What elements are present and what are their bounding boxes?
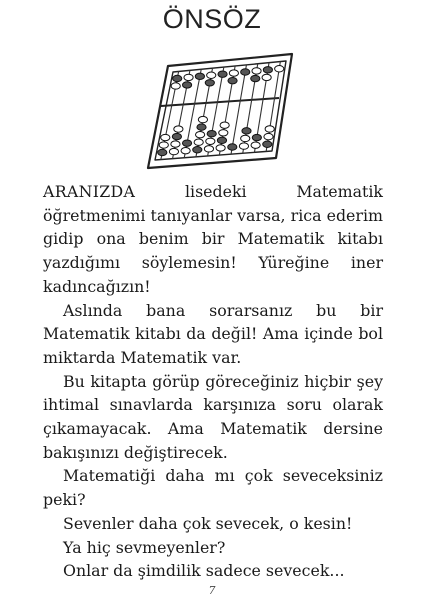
paragraph-6: Ya hiç sevmeyenler? [63,537,226,557]
abacus-bead [206,138,215,144]
abacus-bead [182,82,191,88]
abacus-bead [241,69,250,75]
page-number: 7 [208,584,216,597]
abacus-bead [264,133,273,139]
abacus-bead [171,141,180,147]
paragraph-1-text: lisedeki Matematik öğretmenimi tanıyanlar varsa, rica ederim gidip ona benim bir Matematik kitabı yazdığımı söylemesin! Yüreğine iner kadıncağızın! [43,182,383,296]
abacus-bead [174,126,183,132]
abacus-bead [252,134,261,140]
paragraph-7: Onlar da şimdilik sadece sevecek... [63,561,345,581]
abacus-bead [216,145,225,151]
abacus-bead [158,149,167,155]
paragraph-4: Matematiği daha mı çok seveceksiniz peki? [43,466,383,510]
abacus-bead [169,148,178,154]
abacus-bead [228,144,237,150]
abacus-bead [265,126,274,132]
abacus-bead [196,131,205,137]
abacus-icon [140,52,300,170]
abacus-bead [251,142,260,148]
abacus-bead [220,122,229,128]
abacus-bead [173,75,182,81]
paragraph-1 [43,180,383,299]
abacus-bead [159,142,168,148]
abacus-bead [239,143,248,149]
paragraph-5: Sevenler daha çok sevecek, o kesin! [63,513,353,533]
abacus-bead [171,83,180,89]
lead-word: ARANIZDA [43,182,136,201]
page-title: ÖNSÖZ [162,4,262,34]
abacus-bead [228,77,237,83]
abacus-bead [193,147,202,153]
abacus-bead [242,128,251,134]
abacus-bead [252,68,261,74]
abacus-bead [262,74,271,80]
abacus-bead [263,141,272,147]
abacus-bead [184,74,193,80]
abacus-bead [241,135,250,141]
abacus-bead [251,75,260,81]
abacus-bead [195,73,204,79]
abacus-bead [181,147,190,153]
abacus-bead [182,140,191,146]
abacus-bead [219,130,228,136]
body-text [43,180,383,583]
abacus-bead [275,66,284,72]
paragraph-2: Aslında bana sorarsanız bu bir Matematik kitabı da değil! Ama içinde bol miktarda Matematik var. [43,300,383,367]
abacus-bead [229,70,238,76]
abacus-bead [217,137,226,143]
abacus-bead [194,139,203,145]
abacus-bead [198,116,207,122]
abacus-bead [172,133,181,139]
abacus-bead [204,146,213,152]
abacus-bead [197,124,206,130]
abacus-bead [207,131,216,137]
abacus-bead [207,72,216,78]
abacus-bead [218,71,227,77]
paragraph-3: Bu kitapta görüp göreceğiniz hiçbir şey ihtimal sınavlarda karşınıza soru olarak çıkamayacak. Ama Matematik dersine bakışınızı değiştirecek. [43,371,383,462]
abacus-bead [161,134,170,140]
abacus-bead [263,67,272,73]
abacus-bead [205,80,214,86]
